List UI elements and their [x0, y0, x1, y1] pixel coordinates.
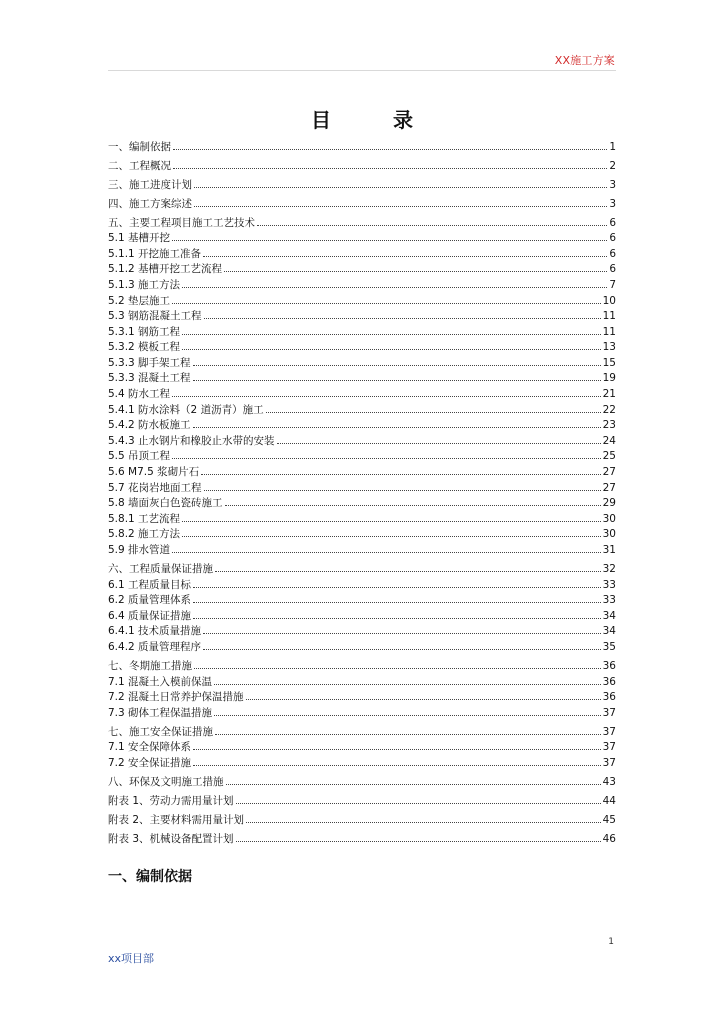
toc-entry-label: 5.2 垫层施工 — [108, 294, 171, 307]
toc-entry-page: 29 — [602, 497, 616, 510]
toc-leader-dots — [236, 841, 601, 842]
toc-leader-dots — [224, 271, 607, 272]
toc-entry-page: 6 — [609, 232, 616, 245]
toc-entry-page: 33 — [602, 594, 616, 607]
toc-leader-dots — [193, 427, 601, 428]
toc-entry-label: 七、冬期施工措施 — [108, 659, 192, 672]
toc-entry-label: 5.8.2 施工方法 — [108, 528, 181, 541]
toc-leader-dots — [193, 602, 601, 603]
toc-entry[interactable] — [108, 369, 616, 385]
toc-entry[interactable] — [108, 810, 616, 826]
toc-leader-dots — [266, 412, 601, 413]
toc-entry-page: 30 — [602, 528, 616, 541]
toc-leader-dots — [172, 458, 601, 459]
toc-entry-page: 36 — [602, 691, 616, 704]
toc-leader-dots — [172, 303, 601, 304]
toc-leader-dots — [246, 822, 601, 823]
toc-entry-label: 5.8.1 工艺流程 — [108, 512, 181, 525]
toc-title: 目录 — [311, 108, 475, 132]
toc-entry[interactable] — [108, 194, 616, 210]
toc-entry-label: 7.2 安全保证措施 — [108, 756, 192, 769]
toc-entry-page: 11 — [602, 310, 616, 323]
toc-entry-page: 32 — [602, 562, 616, 575]
toc-leader-dots — [172, 396, 601, 397]
toc-entry-label: 7.3 砌体工程保温措施 — [108, 706, 213, 719]
toc-entry-page: 34 — [602, 609, 616, 622]
toc-leader-dots — [215, 734, 601, 735]
toc-entry-page: 37 — [602, 756, 616, 769]
toc-entry-page: 23 — [602, 419, 616, 432]
toc-entry[interactable] — [108, 244, 616, 260]
toc-entry[interactable] — [108, 753, 616, 769]
toc-entry-page: 37 — [602, 706, 616, 719]
toc-leader-dots — [257, 225, 607, 226]
toc-entry[interactable] — [108, 772, 616, 788]
toc-entry-label: 6.4.1 技术质量措施 — [108, 625, 202, 638]
header-divider — [108, 70, 616, 71]
toc-entry-page: 27 — [602, 481, 616, 494]
toc-entry-page: 30 — [602, 512, 616, 525]
toc-entry[interactable] — [108, 622, 616, 638]
toc-entry-label: 5.3.2 模板工程 — [108, 341, 181, 354]
toc-entry-label: 6.2 质量管理体系 — [108, 594, 192, 607]
toc-entry-page: 36 — [602, 675, 616, 688]
toc-entry-label: 七、施工安全保证措施 — [108, 725, 213, 738]
toc-entry-label: 5.1 基槽开挖 — [108, 232, 171, 245]
toc-leader-dots — [193, 618, 601, 619]
toc-entry-page: 19 — [602, 372, 616, 385]
toc-entry-label: 5.3 钢筋混凝土工程 — [108, 310, 202, 323]
toc-leader-dots — [214, 715, 601, 716]
toc-entry-label: 5.4.2 防水板施工 — [108, 419, 191, 432]
toc-leader-dots — [173, 168, 607, 169]
toc-leader-dots — [203, 256, 607, 257]
toc-entry[interactable] — [108, 431, 616, 447]
toc-entry[interactable] — [108, 637, 616, 653]
toc-entry-label: 6.4 质量保证措施 — [108, 609, 192, 622]
toc-entry[interactable] — [108, 606, 616, 622]
toc-entry-page: 11 — [602, 325, 616, 338]
toc-entry-page: 6 — [609, 216, 616, 229]
toc-entry[interactable] — [108, 540, 616, 556]
toc-entry[interactable] — [108, 478, 616, 494]
toc-leader-dots — [226, 784, 601, 785]
toc-entry[interactable] — [108, 400, 616, 416]
toc-entry[interactable] — [108, 525, 616, 541]
toc-entry[interactable] — [108, 462, 616, 478]
toc-leader-dots — [203, 649, 601, 650]
toc-entry-label: 5.4.1 防水涂料（2 道沥青）施工 — [108, 403, 264, 416]
toc-entry-label: 一、编制依据 — [108, 140, 171, 153]
toc-leader-dots — [246, 699, 601, 700]
toc-entry-label: 附表 2、主要材料需用量计划 — [108, 813, 245, 826]
toc-entry-label: 附表 3、机械设备配置计划 — [108, 832, 234, 845]
toc-entry-label: 5.9 排水管道 — [108, 544, 171, 556]
toc-entry[interactable] — [108, 829, 616, 845]
toc-entry-label: 5.3.3 混凝土工程 — [108, 372, 191, 385]
toc-entry-page: 37 — [602, 741, 616, 754]
toc-entry[interactable] — [108, 307, 616, 323]
footer-project-dept: xx项目部 — [108, 952, 155, 965]
toc-entry[interactable] — [108, 559, 616, 575]
toc-entry-page: 6 — [609, 263, 616, 276]
toc-entry-page: 7 — [609, 278, 616, 291]
toc-entry-page: 3 — [609, 197, 616, 210]
toc-entry-label: 5.5 吊顶工程 — [108, 450, 171, 463]
toc-entry-label: 5.1.2 基槽开挖工艺流程 — [108, 263, 223, 276]
toc-entry[interactable] — [108, 509, 616, 525]
toc-entry[interactable] — [108, 275, 616, 291]
toc-entry-page: 21 — [602, 388, 616, 401]
toc-leader-dots — [203, 633, 601, 634]
table-of-contents — [108, 137, 616, 845]
toc-entry[interactable] — [108, 494, 616, 510]
toc-entry[interactable] — [108, 688, 616, 704]
toc-entry[interactable] — [108, 416, 616, 432]
toc-entry-label: 5.3.3 脚手架工程 — [108, 356, 191, 369]
toc-leader-dots — [193, 587, 601, 588]
toc-leader-dots — [173, 149, 607, 150]
toc-entry-page: 2 — [609, 159, 616, 172]
toc-entry-page: 43 — [602, 775, 616, 788]
toc-entry[interactable] — [108, 672, 616, 688]
toc-leader-dots — [201, 474, 600, 475]
toc-leader-dots — [204, 318, 601, 319]
toc-entry-page: 22 — [602, 403, 616, 416]
toc-entry-label: 5.1.1 开挖施工准备 — [108, 247, 202, 260]
toc-leader-dots — [193, 765, 601, 766]
toc-leader-dots — [172, 552, 601, 553]
toc-leader-dots — [194, 187, 607, 188]
toc-leader-dots — [277, 443, 601, 444]
toc-entry-page: 31 — [602, 544, 616, 556]
toc-entry[interactable] — [108, 722, 616, 738]
toc-entry-page: 15 — [602, 356, 616, 369]
toc-entry[interactable] — [108, 229, 616, 245]
toc-entry[interactable] — [108, 213, 616, 229]
toc-entry-page: 37 — [602, 725, 616, 738]
toc-entry[interactable] — [108, 137, 616, 153]
toc-entry-page: 10 — [602, 294, 616, 307]
toc-entry-label: 附表 1、劳动力需用量计划 — [108, 794, 234, 807]
toc-entry-page: 27 — [602, 466, 616, 479]
toc-entry[interactable] — [108, 738, 616, 754]
toc-entry-label: 5.4.3 止水钢片和橡胶止水带的安装 — [108, 434, 275, 447]
toc-entry-label: 6.1 工程质量目标 — [108, 578, 192, 591]
toc-leader-dots — [182, 334, 601, 335]
toc-entry-label: 八、环保及文明施工措施 — [108, 775, 224, 788]
toc-leader-dots — [182, 287, 607, 288]
toc-entry[interactable] — [108, 322, 616, 338]
toc-entry[interactable] — [108, 175, 616, 191]
toc-entry[interactable] — [108, 447, 616, 463]
toc-entry-page: 36 — [602, 659, 616, 672]
toc-entry-page: 46 — [602, 832, 616, 845]
toc-leader-dots — [236, 803, 601, 804]
toc-entry-page: 1 — [609, 140, 616, 153]
toc-entry-label: 5.1.3 施工方法 — [108, 278, 181, 291]
toc-entry[interactable] — [108, 156, 616, 172]
toc-leader-dots — [204, 490, 601, 491]
toc-entry[interactable] — [108, 656, 616, 672]
toc-entry-page: 13 — [602, 341, 616, 354]
toc-leader-dots — [193, 365, 601, 366]
toc-entry-label: 6.4.2 质量管理程序 — [108, 640, 202, 653]
toc-entry-label: 二、工程概况 — [108, 159, 171, 172]
toc-entry-label: 五、主要工程项目施工工艺技术 — [108, 216, 255, 229]
toc-entry-page: 33 — [602, 578, 616, 591]
toc-leader-dots — [215, 571, 601, 572]
toc-leader-dots — [182, 349, 601, 350]
toc-leader-dots — [214, 684, 601, 685]
toc-entry[interactable] — [108, 353, 616, 369]
toc-entry-label: 5.4 防水工程 — [108, 388, 171, 401]
toc-entry-label: 六、工程质量保证措施 — [108, 562, 213, 575]
toc-leader-dots — [194, 668, 601, 669]
toc-entry[interactable] — [108, 575, 616, 591]
toc-entry[interactable] — [108, 384, 616, 400]
toc-entry[interactable] — [108, 260, 616, 276]
toc-entry[interactable] — [108, 291, 616, 307]
toc-leader-dots — [193, 380, 601, 381]
toc-entry-label: 5.3.1 钢筋工程 — [108, 325, 181, 338]
toc-leader-dots — [172, 240, 607, 241]
toc-entry-label: 5.7 花岗岩地面工程 — [108, 481, 202, 494]
toc-entry-label: 5.6 M7.5 浆砌片石 — [108, 466, 200, 479]
toc-entry-label: 四、施工方案综述 — [108, 197, 192, 210]
toc-leader-dots — [194, 206, 607, 207]
toc-entry[interactable] — [108, 791, 616, 807]
toc-entry-page: 35 — [602, 640, 616, 653]
toc-leader-dots — [193, 749, 601, 750]
toc-entry-page: 24 — [602, 434, 616, 447]
toc-entry-page: 25 — [602, 450, 616, 463]
section-heading: 一、编制依据 — [108, 869, 192, 885]
toc-entry[interactable] — [108, 591, 616, 607]
toc-entry-page: 3 — [609, 178, 616, 191]
toc-entry-label: 7.1 安全保障体系 — [108, 741, 192, 754]
toc-entry[interactable] — [108, 703, 616, 719]
toc-entry-label: 5.8 墙面灰白色瓷砖施工 — [108, 497, 223, 510]
toc-leader-dots — [182, 536, 601, 537]
toc-entry-page: 45 — [602, 813, 616, 826]
toc-entry-page: 34 — [602, 625, 616, 638]
page-number: 1 — [608, 937, 614, 947]
toc-entry[interactable] — [108, 338, 616, 354]
toc-leader-dots — [225, 505, 601, 506]
toc-entry-page: 44 — [602, 794, 616, 807]
header-document-title: XX施工方案 — [554, 54, 615, 67]
toc-leader-dots — [182, 521, 601, 522]
toc-entry-label: 7.2 混凝土日常养护保温措施 — [108, 691, 244, 704]
toc-entry-page: 6 — [609, 247, 616, 260]
toc-entry-label: 三、施工进度计划 — [108, 178, 192, 191]
toc-entry-label: 7.1 混凝土入模前保温 — [108, 675, 213, 688]
